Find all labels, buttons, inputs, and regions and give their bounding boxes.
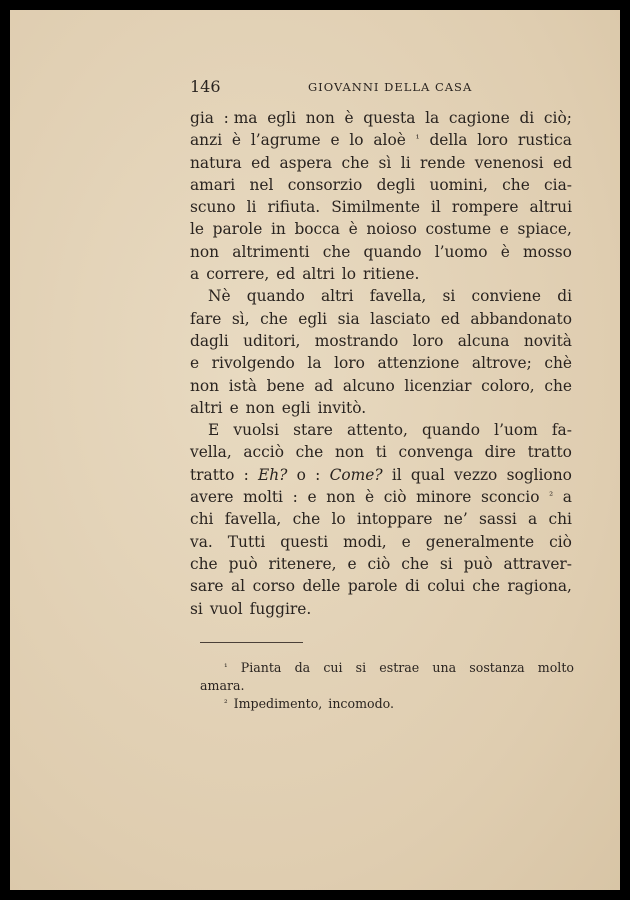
body-word: E	[208, 421, 220, 440]
body-word: si	[190, 599, 203, 618]
body-line	[190, 330, 572, 352]
body-word: mostrando	[314, 331, 399, 350]
body-word: o	[296, 465, 306, 484]
body-word: sì,	[231, 309, 250, 328]
body-word: rustica	[517, 131, 572, 150]
body-word: non	[334, 443, 365, 462]
body-word: va.	[190, 532, 213, 551]
footnote-marker: ¹	[224, 663, 228, 673]
body-word: qual	[410, 465, 445, 484]
body-word: Nè	[208, 287, 231, 306]
body-word: tratto	[527, 443, 572, 462]
body-line	[190, 397, 572, 419]
body-word: novità	[523, 331, 572, 350]
body-word: stare	[293, 421, 333, 440]
body-word: alcuna	[457, 331, 510, 350]
footnote-word: molto	[537, 660, 574, 675]
body-word: rende	[420, 153, 466, 172]
body-line	[190, 196, 572, 218]
body-word: invitò.	[317, 398, 367, 417]
body-word: e	[401, 532, 411, 551]
body-line	[190, 464, 572, 486]
body-word: non	[326, 488, 356, 507]
page-header	[190, 77, 570, 99]
body-word: attraver-	[503, 554, 572, 573]
body-word: le	[190, 220, 205, 239]
body-word: Come?	[329, 465, 383, 484]
body-word: attenzione	[377, 354, 460, 373]
body-word: convenga	[398, 443, 473, 462]
body-word: mosso	[523, 242, 572, 261]
body-word: chi	[190, 510, 214, 529]
body-line	[190, 486, 572, 508]
body-word: ad	[314, 376, 334, 395]
body-word: noioso	[366, 220, 417, 239]
body-line	[190, 129, 572, 151]
body-word: ciò;	[543, 109, 572, 127]
body-word: scuno	[190, 198, 236, 217]
footnote-line	[200, 695, 574, 713]
body-word: chi	[548, 510, 572, 529]
body-word: anzi	[190, 131, 223, 150]
body-word: il	[431, 198, 441, 217]
body-word: che	[341, 153, 370, 172]
body-word: è	[364, 488, 375, 507]
body-word: che	[401, 554, 429, 573]
body-line	[190, 174, 572, 196]
body-line	[190, 375, 572, 397]
footnote-line	[200, 659, 574, 677]
body-word: acciò	[243, 443, 284, 462]
footnotes	[200, 659, 574, 713]
book-page	[10, 10, 620, 890]
body-word: delle	[302, 577, 341, 596]
body-word: altrimenti	[232, 242, 310, 261]
body-word: vuolsi	[233, 421, 279, 440]
body-word: e	[499, 220, 509, 239]
footnote-rule	[200, 642, 303, 643]
body-word: sconcio	[480, 488, 540, 507]
body-word: lo	[349, 131, 364, 150]
body-word: licenziar	[404, 376, 472, 395]
body-word: quando	[246, 287, 305, 306]
footnote-word: sostanza	[469, 660, 525, 675]
body-line	[190, 531, 572, 553]
body-word: fa-	[551, 421, 572, 440]
body-word: non	[245, 398, 275, 417]
body-word: sia	[337, 309, 360, 328]
body-word: ed	[251, 153, 271, 172]
running-head: GIOVANNI DELLA CASA	[308, 80, 473, 94]
footnote-marker: ¹	[415, 134, 420, 146]
body-word: avere	[190, 488, 234, 507]
footnote-marker: ²	[224, 699, 228, 709]
body-word: venenosi	[474, 153, 544, 172]
body-word: non	[305, 109, 335, 127]
body-word: costume	[425, 220, 492, 239]
body-word: alcuno	[342, 376, 395, 395]
body-word: il	[391, 465, 402, 484]
body-word: li	[246, 198, 257, 217]
body-line	[190, 218, 572, 240]
body-word: questa	[363, 109, 416, 127]
body-word: ciò	[549, 532, 572, 551]
body-line	[190, 419, 572, 441]
body-word: è	[500, 242, 510, 261]
body-word: è	[344, 109, 354, 127]
body-word: ciò	[367, 554, 391, 573]
body-word: sì	[378, 153, 392, 172]
body-word: abbandonato	[470, 309, 572, 328]
body-word: altri	[190, 398, 223, 417]
body-word: spiace,	[517, 220, 572, 239]
body-line	[190, 152, 572, 174]
body-word: a	[528, 510, 538, 529]
body-word: dagli	[190, 331, 229, 350]
body-word: lo	[331, 510, 346, 529]
body-word: ed	[276, 265, 296, 284]
body-line	[190, 241, 572, 263]
page-number: 146	[190, 77, 221, 96]
body-word: vuol	[209, 599, 243, 618]
body-word: attento,	[346, 421, 408, 440]
body-word: :	[292, 488, 298, 507]
body-word: nel	[249, 175, 274, 194]
body-word: a	[190, 265, 200, 284]
body-word: e	[190, 354, 200, 373]
body-word: di	[519, 109, 535, 127]
body-line	[190, 263, 572, 285]
body-word: conviene	[471, 287, 542, 306]
body-word: Similmente	[331, 198, 420, 217]
body-word: lasciato	[370, 309, 431, 328]
body-word: altri	[302, 265, 335, 284]
body-word: bene	[266, 376, 305, 395]
body-word: rivolgendo	[211, 354, 295, 373]
body-word: che	[472, 577, 500, 596]
body-word: : ma	[223, 109, 258, 127]
body-word: Eh?	[258, 465, 288, 484]
body-word: e	[307, 488, 317, 507]
body-word: di	[404, 577, 420, 596]
body-word: altrui	[529, 198, 572, 217]
body-word: colui	[427, 577, 465, 596]
body-word: altrove;	[471, 354, 532, 373]
body-word: sassi	[478, 510, 517, 529]
body-word: :	[243, 465, 249, 484]
body-word: che	[322, 242, 351, 261]
body-word: minore	[416, 488, 472, 507]
footnote-word: una	[432, 660, 457, 675]
body-word: egli	[267, 109, 296, 127]
body-word: consorzio	[287, 175, 363, 194]
footnote-word: si	[355, 660, 367, 675]
body-word: degli	[376, 175, 416, 194]
body-word: l’agrume	[250, 131, 321, 150]
body-word: correre,	[206, 265, 270, 284]
body-word: l’uomo	[434, 242, 488, 261]
footnote-word: da	[294, 660, 311, 675]
body-word: favella,	[224, 510, 282, 529]
body-word: che	[292, 510, 321, 529]
body-word: di	[557, 287, 572, 306]
body-line	[190, 308, 572, 330]
body-word: e	[347, 554, 357, 573]
body-word: uditori,	[243, 331, 301, 350]
body-word: si	[439, 554, 453, 573]
body-word: istà	[228, 376, 257, 395]
body-line	[190, 441, 572, 463]
body-word: loro	[477, 131, 509, 150]
body-word: ritenere,	[268, 554, 337, 573]
footnote-word: estrae	[379, 660, 420, 675]
body-word: dire	[484, 443, 516, 462]
body-word: a	[562, 488, 572, 507]
body-word: altri	[320, 287, 354, 306]
body-word: fuggire.	[249, 599, 312, 618]
footnote-word: cui	[323, 660, 343, 675]
body-line	[190, 575, 572, 597]
body-word: ed	[440, 309, 460, 328]
body-word: che	[260, 309, 288, 328]
body-word: fare	[190, 309, 222, 328]
body-word: egli	[298, 309, 328, 328]
body-word: vezzo	[454, 465, 498, 484]
body-word: cagione	[448, 109, 510, 127]
body-word: è	[231, 131, 242, 150]
body-word: parole	[212, 220, 263, 239]
body-line	[190, 352, 572, 374]
body-word: che	[190, 554, 218, 573]
footnote-line	[200, 677, 574, 695]
body-word: ne’	[443, 510, 468, 529]
body-word: modi,	[343, 532, 387, 551]
body-line	[190, 508, 572, 530]
body-word: :	[315, 465, 321, 484]
footnote-word: amara.	[200, 678, 245, 693]
body-word: egli	[281, 398, 311, 417]
body-word: natura	[190, 153, 242, 172]
body-word: li	[400, 153, 411, 172]
body-word: chè	[544, 354, 572, 373]
body-word: coloro,	[481, 376, 535, 395]
body-word: intoppare	[356, 510, 433, 529]
footnote-word: incomodo.	[328, 696, 395, 711]
body-word: cia-	[544, 175, 572, 194]
body-word: corso	[252, 577, 295, 596]
body-word: loro	[412, 331, 444, 350]
body-word: molti	[243, 488, 283, 507]
body-word: e	[330, 131, 340, 150]
footnote-word: Pianta	[240, 660, 282, 675]
body-word: parole	[347, 577, 398, 596]
footnote-word: Impedimento,	[233, 696, 323, 711]
body-text	[190, 107, 572, 620]
body-word: la	[425, 109, 440, 127]
body-line	[190, 107, 572, 129]
body-word: lo	[341, 265, 356, 284]
body-word: quando	[363, 242, 422, 261]
body-word: e	[229, 398, 239, 417]
body-word: è	[348, 220, 358, 239]
body-word: bocca	[294, 220, 340, 239]
body-word: l’uom	[494, 421, 538, 440]
body-word: amari	[190, 175, 236, 194]
body-word: può	[228, 554, 258, 573]
body-word: aspera	[279, 153, 333, 172]
body-word: in	[270, 220, 286, 239]
body-line	[190, 285, 572, 307]
body-word: sare	[190, 577, 224, 596]
body-word: della	[429, 131, 468, 150]
body-word: ti	[375, 443, 387, 462]
body-word: generalmente	[425, 532, 535, 551]
body-word: questi	[280, 532, 329, 551]
body-word: che	[295, 443, 324, 462]
body-word: sogliono	[506, 465, 572, 484]
body-word: ritiene.	[363, 265, 420, 284]
body-word: gia	[190, 109, 214, 127]
body-word: favella,	[369, 287, 427, 306]
footnote-marker: ²	[549, 491, 554, 503]
body-word: quando	[422, 421, 481, 440]
body-word: non	[190, 376, 220, 395]
body-word: ciò	[383, 488, 407, 507]
body-word: vella,	[190, 443, 232, 462]
body-word: aloè	[373, 131, 406, 150]
body-word: loro	[334, 354, 365, 373]
body-word: la	[307, 354, 322, 373]
body-word: Tutti	[227, 532, 266, 551]
body-word: rifiuta.	[267, 198, 321, 217]
body-word: si	[442, 287, 456, 306]
body-line	[190, 598, 572, 620]
body-word: che	[544, 376, 572, 395]
body-word: ed	[553, 153, 572, 172]
body-word: tratto	[190, 465, 235, 484]
body-word: rompere	[451, 198, 519, 217]
body-word: ragiona,	[507, 577, 572, 596]
body-word: può	[463, 554, 493, 573]
body-word: che	[502, 175, 530, 194]
body-word: non	[190, 242, 220, 261]
body-word: al	[231, 577, 246, 596]
body-word: uomini,	[429, 175, 488, 194]
body-line	[190, 553, 572, 575]
